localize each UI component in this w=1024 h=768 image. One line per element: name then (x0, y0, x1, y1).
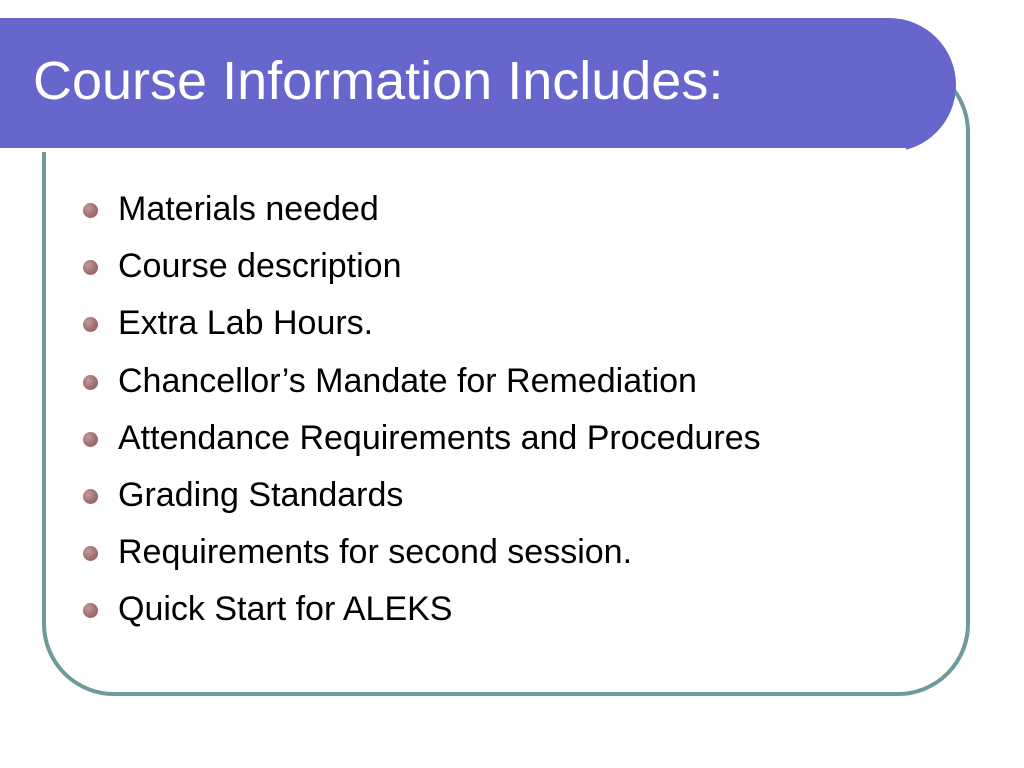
bullet-dot-icon (83, 375, 98, 390)
bullet-text: Extra Lab Hours. (118, 304, 374, 343)
bullet-text: Chancellor’s Mandate for Remediation (118, 361, 697, 400)
bullet-text: Grading Standards (118, 475, 404, 514)
bullet-text: Materials needed (118, 190, 379, 228)
bullet-text: Attendance Requirements and Procedures (118, 418, 761, 457)
bullet-text: Quick Start for ALEKS (118, 590, 453, 629)
bullet-dot-icon (83, 489, 98, 504)
bullet-text: Requirements for second session. (118, 533, 633, 572)
bullet-dot-icon (83, 432, 98, 447)
bullet-text: Course description (118, 247, 402, 286)
slide-title: Course Information Includes: (33, 51, 724, 111)
bullet-dot-icon (83, 203, 98, 218)
title-underline (0, 148, 906, 152)
